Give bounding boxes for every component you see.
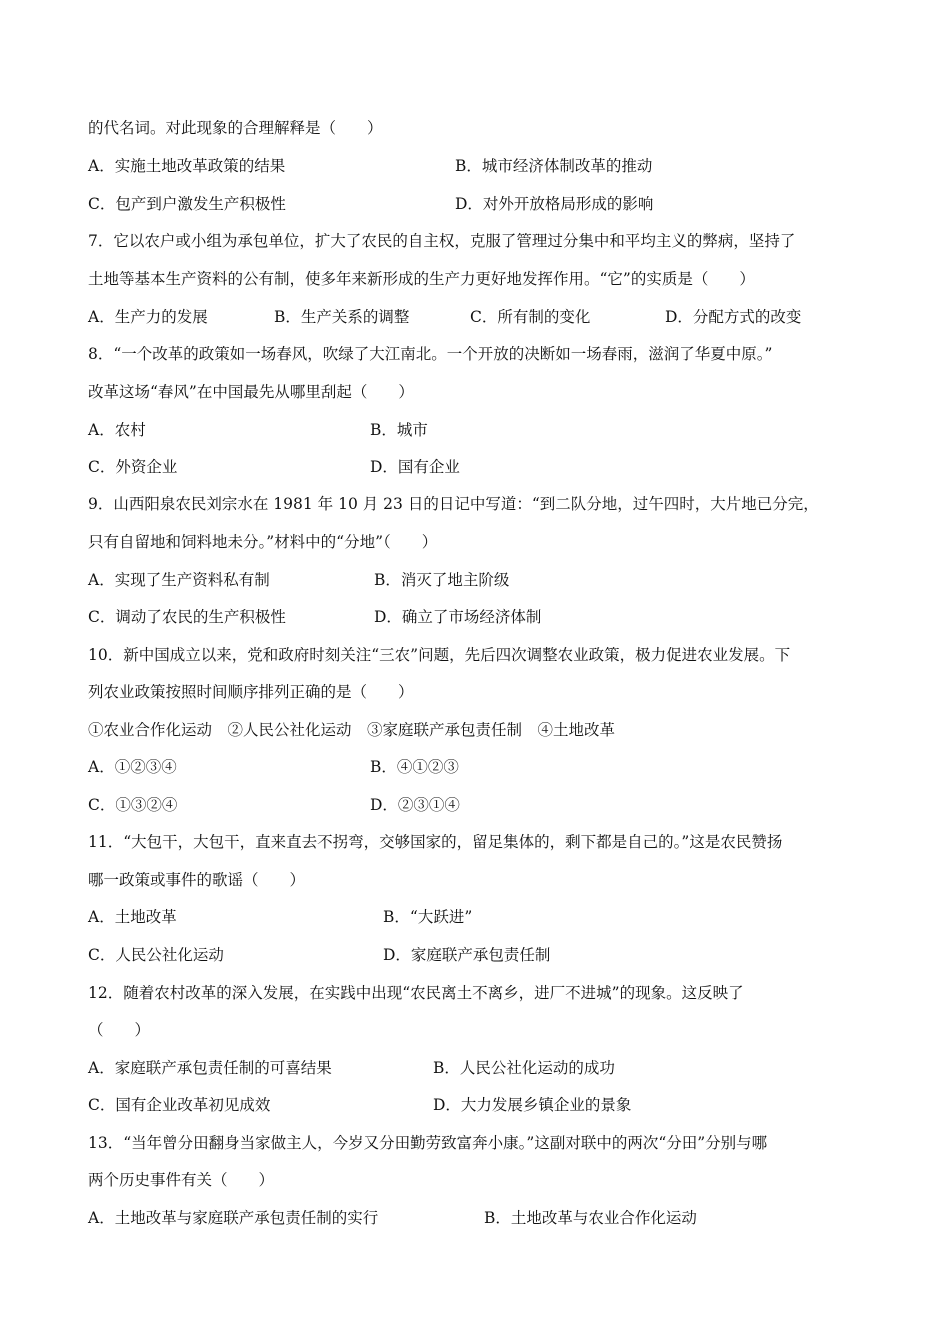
question-9-stem: 9．山西阳泉农民刘宗水在 1981 年 10 月 23 日的日记中写道：“到二队分地，过午四时，大片地已分完，	[88, 495, 819, 513]
q7-option-c: C．所有制的变化	[470, 308, 591, 326]
q7-option-b: B．生产关系的调整	[274, 308, 410, 326]
question-8-stem-cont: 改革这场“春风”在中国最先从哪里刮起（ ）	[88, 383, 414, 401]
question-12-stem: 12．随着农村改革的深入发展，在实践中出现“农民离土不离乡，进厂不进城”的现象。这反映了	[88, 984, 744, 1002]
question-7-stem-cont: 土地等基本生产资料的公有制，使多年来新形成的生产力更好地发挥作用。“它”的实质是（ ）	[88, 270, 755, 288]
q8-option-c: C．外资企业	[88, 458, 178, 476]
question-12-stem-cont: （ ）	[88, 1021, 151, 1039]
q9-option-b: B．消灭了地主阶级	[374, 571, 510, 589]
question-10-items: ①农业合作化运动 ②人民公社化运动 ③家庭联产承包责任制 ④土地改革	[88, 721, 616, 739]
question-11-stem-cont: 哪一政策或事件的歌谣（ ）	[88, 871, 306, 889]
q6-option-b: B．城市经济体制改革的推动	[455, 157, 653, 175]
q10-option-a: A．①②③④	[88, 758, 177, 776]
q13-option-b: B．土地改革与农业合作化运动	[484, 1209, 697, 1227]
q12-option-d: D．大力发展乡镇企业的景象	[433, 1096, 632, 1114]
q8-option-b: B．城市	[370, 421, 428, 439]
q12-option-a: A．家庭联产承包责任制的可喜结果	[88, 1059, 332, 1077]
q12-option-b: B．人民公社化运动的成功	[433, 1059, 615, 1077]
q11-option-d: D．家庭联产承包责任制	[383, 946, 551, 964]
q9-option-c: C．调动了农民的生产积极性	[88, 608, 286, 626]
q11-option-a: A．土地改革	[88, 908, 177, 926]
q10-option-b: B．④①②③	[370, 758, 459, 776]
question-13-stem-cont: 两个历史事件有关（ ）	[88, 1171, 275, 1189]
q11-option-c: C．人民公社化运动	[88, 946, 224, 964]
question-11-stem: 11．“大包干，大包干，直来直去不拐弯，交够国家的，留足集体的，剩下都是自己的。”这是农民赞扬	[88, 833, 783, 851]
q13-option-a: A．土地改革与家庭联产承包责任制的实行	[88, 1209, 379, 1227]
q10-option-c: C．①③②④	[88, 796, 178, 814]
question-10-stem: 10．新中国成立以来，党和政府时刻关注“三农”问题，先后四次调整农业政策，极力促进农业发展。下	[88, 646, 791, 664]
question-10-stem-cont: 列农业政策按照时间顺序排列正确的是（ ）	[88, 683, 414, 701]
q9-option-d: D．确立了市场经济体制	[374, 608, 542, 626]
question-6-stem-end: 的代名词。对此现象的合理解释是（ ）	[88, 119, 383, 137]
q11-option-b: B．“大跃进”	[383, 908, 473, 926]
question-7-stem: 7．它以农户或小组为承包单位，扩大了农民的自主权，克服了管理过分集中和平均主义的弊病，坚持了	[88, 232, 796, 250]
question-13-stem: 13．“当年曾分田翻身当家做主人，今岁又分田勤劳致富奔小康。”这副对联中的两次“分田”分别与哪	[88, 1134, 768, 1152]
question-8-stem: 8．“一个改革的政策如一场春风，吹绿了大江南北。一个开放的决断如一场春雨，滋润了华夏中原。”	[88, 345, 773, 363]
q8-option-d: D．国有企业	[370, 458, 460, 476]
q6-option-c: C．包产到户激发生产积极性	[88, 195, 286, 213]
q7-option-d: D．分配方式的改变	[665, 308, 802, 326]
q6-option-d: D．对外开放格局形成的影响	[455, 195, 654, 213]
question-9-stem-cont: 只有自留地和饲料地未分。”材料中的“分地”（ ）	[88, 533, 438, 551]
q8-option-a: A．农村	[88, 421, 146, 439]
q6-option-a: A．实施土地改革政策的结果	[88, 157, 286, 175]
q9-option-a: A．实现了生产资料私有制	[88, 571, 270, 589]
q10-option-d: D．②③①④	[370, 796, 460, 814]
q7-option-a: A．生产力的发展	[88, 308, 208, 326]
q12-option-c: C．国有企业改革初见成效	[88, 1096, 271, 1114]
